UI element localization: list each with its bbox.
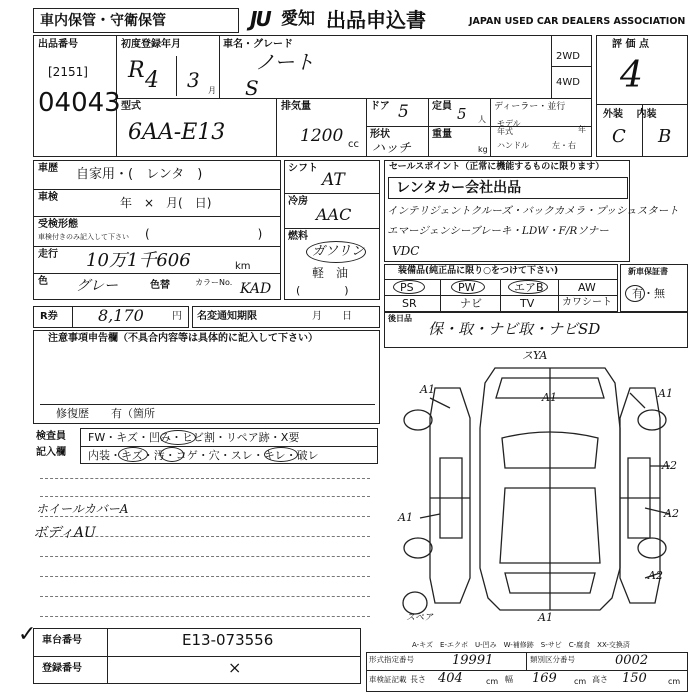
- model-year-label: モデル 年式: [497, 119, 521, 137]
- r-ticket-unit: 円: [172, 311, 182, 322]
- shift-value: AT: [322, 170, 345, 190]
- diagram-mark-1: A1: [420, 383, 435, 396]
- equip-airbag: エアB: [514, 281, 544, 294]
- warranty-circle: [625, 285, 645, 302]
- diagram-mark-6: A2: [664, 507, 679, 520]
- width-value: 169: [532, 671, 557, 686]
- capacity-unit: 人: [478, 115, 486, 124]
- equip-tv: TV: [520, 297, 535, 310]
- capacity-label: 定員: [432, 101, 452, 112]
- ju-logo: JU: [250, 7, 270, 31]
- inspector-label-2: 記入欄: [36, 447, 66, 458]
- equip-airbag-circle: [508, 280, 548, 294]
- after-date-label: 後日品: [388, 314, 412, 323]
- sales-point-title: レンタカー会社出品: [396, 180, 522, 196]
- after-date-value: 保・取・ナビ取・ナビSD: [428, 320, 601, 338]
- inspector-label-1: 検査員: [36, 431, 66, 442]
- equip-pw: PW: [458, 281, 476, 294]
- color-label: 色: [38, 276, 48, 287]
- height-label: 高さ: [592, 675, 608, 684]
- weight-label: 重量: [432, 129, 452, 140]
- repair-label: 修復歴 有（箇所: [56, 407, 155, 420]
- doors-label: ドア: [370, 101, 390, 112]
- inspection-value: 年 × 月( 日): [120, 196, 212, 210]
- equip-sr: SR: [402, 297, 417, 310]
- form-title: 出品申込書: [326, 8, 426, 32]
- mileage-unit: km: [235, 261, 251, 272]
- inspection-label: 車検: [38, 192, 58, 203]
- height-value: 150: [622, 671, 647, 686]
- fuel-paren: ( ): [296, 284, 349, 297]
- registration-label: 初度登録年月: [121, 39, 181, 50]
- receive-sub: 車検付きのみ記入して下さい: [38, 233, 129, 241]
- color-code-label: カラーNo.: [195, 278, 233, 287]
- scratch-circle: [118, 447, 148, 462]
- warranty-value: 有・無: [632, 287, 665, 300]
- displacement-value: 1200: [300, 126, 344, 146]
- lot-sub-number: [2151]: [48, 65, 88, 79]
- r-ticket-value: 8,170: [98, 306, 144, 325]
- exterior-grade: C: [612, 126, 626, 147]
- drive-2wd: 2WD: [556, 51, 580, 62]
- shift-label: シフト: [288, 163, 318, 174]
- spare-label: スペア: [406, 613, 434, 623]
- chassis-number: E13-073556: [182, 631, 274, 649]
- inspector-row-1: FW・キズ・凹み・ヒビ割・リペア跡・X要: [88, 431, 300, 444]
- r-ticket-label: R券: [40, 311, 58, 322]
- color-code: KAD: [240, 281, 272, 297]
- history-label: 車歴: [38, 163, 58, 174]
- check-mark: ✓: [18, 622, 37, 647]
- damage-legend: A-キズ E-エクボ U-凹み W-補修跡 S-サビ C-腐食 XX-交換済: [412, 641, 630, 649]
- car-name-label: 車名・グレード: [223, 39, 293, 50]
- diagram-top-mark: スYA: [522, 349, 548, 362]
- dealer-label: ディーラー・並行: [494, 102, 566, 112]
- capacity-value: 5: [457, 105, 467, 123]
- mileage-label: 走行: [38, 249, 58, 260]
- plate-label: 登録番号: [42, 663, 82, 674]
- equip-aw: AW: [578, 281, 596, 294]
- shape-value: ハッチ: [372, 141, 412, 156]
- score-value: 4: [620, 55, 643, 96]
- height-unit: cm: [668, 677, 681, 686]
- doors-value: 5: [398, 102, 409, 122]
- tax-label: 名変通知期限: [197, 311, 257, 322]
- receive-value: ( ): [145, 227, 263, 241]
- ac-label: 冷房: [288, 196, 308, 207]
- width-label: 幅: [505, 675, 513, 684]
- note-handwritten-2: ボディAU: [33, 525, 96, 541]
- fuel-label: 燃料: [288, 231, 308, 242]
- sales-point-label: セールスポイント（正常に機能するものに限ります）: [389, 162, 605, 172]
- length-label: 長さ: [410, 675, 426, 684]
- diagram-mark-2: A1: [542, 391, 557, 404]
- equip-ps: PS: [400, 281, 414, 294]
- storage-label: 車内保管・守衛保管: [40, 13, 166, 29]
- plate-value: ×: [228, 658, 242, 677]
- displacement-label: 排気量: [281, 101, 311, 112]
- year-unit: 年: [578, 125, 586, 134]
- diagram-left-mark: A1: [398, 511, 413, 524]
- car-grade: S: [245, 76, 259, 100]
- sales-point-line2: エマージェンシーブレーキ・LDW・F/Rソナー: [387, 225, 609, 237]
- diagram-mark-8: A1: [538, 611, 553, 624]
- ac-value: AAC: [316, 205, 352, 224]
- handle-label: ハンドル: [497, 141, 529, 150]
- registration-month-unit: 月: [208, 86, 216, 95]
- class-value: 0002: [615, 653, 649, 668]
- width-unit: cm: [574, 677, 587, 686]
- fuel-gas: ガソリン: [312, 244, 365, 259]
- model-label: 型式: [121, 101, 141, 112]
- lot-number: 04043: [38, 88, 121, 118]
- diagram-mark-7: A2: [648, 569, 663, 582]
- equip-ps-circle: [393, 280, 425, 294]
- scuff-circle: [264, 447, 298, 462]
- class-label: 類別区分番号: [530, 655, 575, 664]
- handle-options: 左・右: [552, 141, 576, 150]
- interior-grade: B: [658, 126, 672, 147]
- car-name: ノート: [255, 50, 315, 74]
- equip-navi: ナビ: [460, 297, 482, 310]
- length-unit: cm: [486, 677, 499, 686]
- chassis-label: 車台番号: [42, 635, 82, 646]
- model-value: 6AA-E13: [128, 120, 226, 145]
- color-value: グレー: [76, 278, 118, 294]
- score-label: 評 価 点: [612, 39, 649, 50]
- note-handwritten-1: ホイールカバーA: [36, 502, 129, 516]
- registration-era: R: [128, 58, 145, 83]
- displacement-unit: cc: [348, 139, 359, 150]
- org-name: 愛知: [281, 9, 315, 29]
- mileage-value: 10万1千606: [86, 250, 191, 271]
- warranty-label: 新車保証書: [628, 267, 668, 276]
- type-value: 19991: [452, 653, 494, 668]
- lot-label: 出品番号: [38, 39, 78, 50]
- stain-circle: [160, 447, 184, 462]
- equipment-label: 装備品(純正品に限り○をつけて下さい): [398, 266, 559, 276]
- registration-month: 3: [187, 68, 200, 92]
- shape-label: 形状: [370, 129, 390, 140]
- inspector-row-2: 内装・キズ・汚・コゲ・穴・スレ・キレ・破レ: [88, 449, 319, 462]
- receive-label: 受検形態: [38, 219, 78, 230]
- equip-pw-circle: [451, 280, 485, 294]
- ext-int-label: 外装 内装: [603, 109, 657, 120]
- fuel-light: 軽 油: [312, 266, 349, 280]
- association-name: JAPAN USED CAR DEALERS ASSOCIATION: [469, 16, 686, 27]
- diagram-mark-5: A2: [662, 459, 677, 472]
- sales-point-line3: VDC: [392, 244, 420, 258]
- drive-4wd: 4WD: [556, 77, 580, 88]
- registration-year: 4: [145, 68, 159, 93]
- tax-value: 月 日: [312, 311, 352, 322]
- sales-point-line1: インテリジェントクルーズ・バックカメラ・プッシュスタート: [387, 205, 679, 217]
- diagram-mark-3: A1: [658, 387, 673, 400]
- history-value: 自家用・( レンタ ): [76, 167, 203, 182]
- type-label: 形式指定番号: [369, 655, 414, 664]
- length-value: 404: [438, 671, 463, 686]
- equip-seat: カワシート: [562, 297, 612, 308]
- color-change-label: 色替: [150, 280, 170, 291]
- notes-label: 注意事項申告欄（不具合内容等は具体的に記入して下さい）: [48, 333, 318, 344]
- dent-circle: [160, 430, 196, 445]
- weight-unit: kg: [478, 145, 488, 154]
- dims-label: 車検証記載: [369, 675, 407, 684]
